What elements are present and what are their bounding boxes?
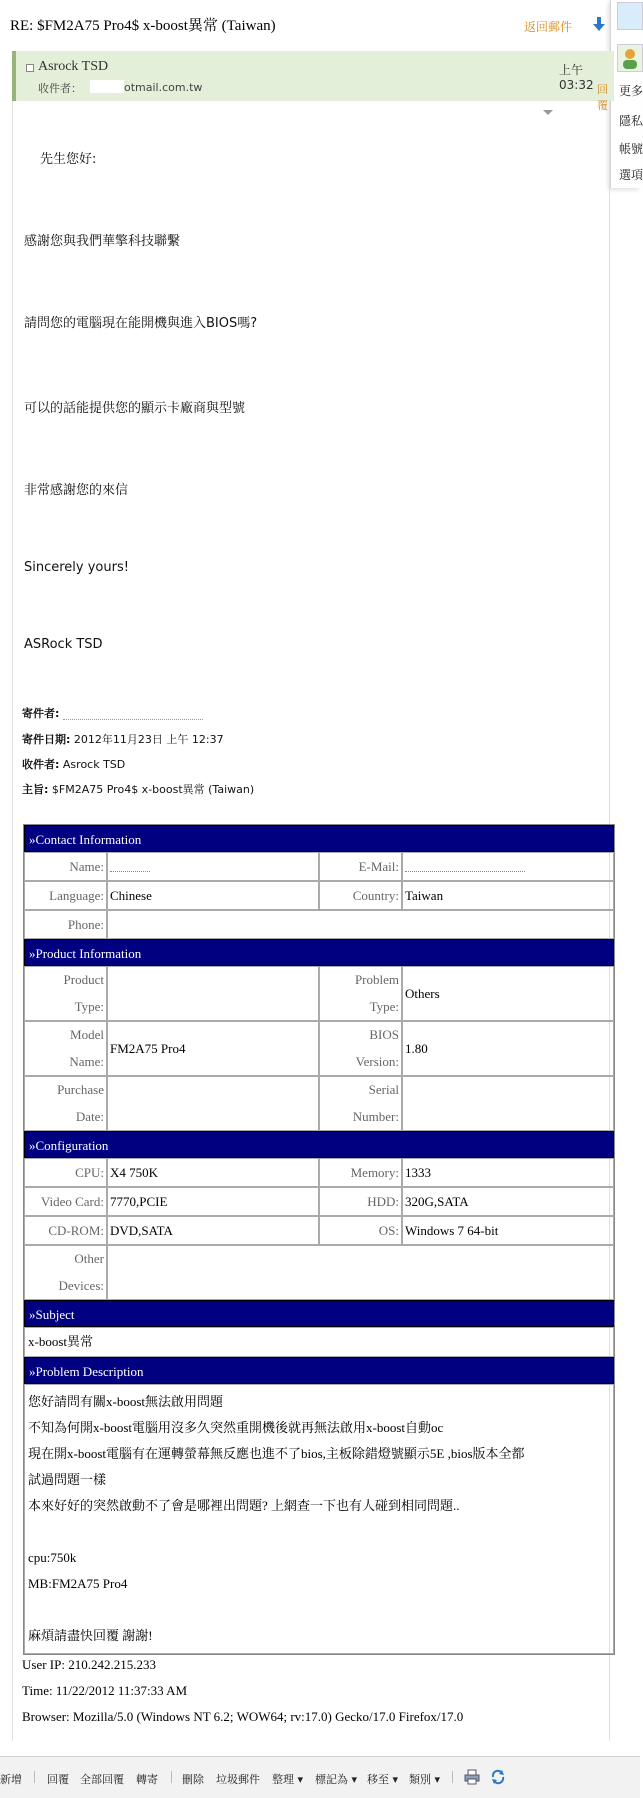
email-value — [402, 852, 614, 881]
purchase-date-value — [107, 1076, 319, 1131]
redacted-block — [405, 861, 525, 872]
message-header — [0, 0, 610, 50]
cdrom-value: DVD,SATA — [107, 1216, 319, 1245]
model-value: FM2A75 Pro4 — [107, 1021, 319, 1076]
label-line: Serial — [368, 1082, 399, 1097]
problem-thanks: 麻煩請盡快回覆 謝謝! — [28, 1628, 153, 1643]
spacer — [28, 1519, 610, 1545]
submit-time: Time: 11/22/2012 11:37:33 AM — [22, 1683, 188, 1698]
problem-section-header: »Problem Description — [24, 1357, 614, 1384]
name-value — [107, 852, 319, 881]
organize-label: 整理 — [272, 1773, 294, 1786]
divider — [34, 1771, 35, 1783]
subject-section-header: »Subject — [24, 1300, 614, 1327]
purchase-date-label — [24, 1076, 107, 1131]
redacted-block — [63, 709, 203, 720]
unread-dot-icon — [26, 64, 34, 72]
chevron-down-icon: ▾ — [297, 1773, 304, 1786]
quoted-to — [22, 756, 125, 772]
serial-value — [402, 1076, 614, 1131]
redacted-block — [90, 80, 124, 93]
category-button[interactable] — [409, 1771, 440, 1787]
language-label: Language: — [24, 881, 107, 910]
move-label: 移至 — [367, 1773, 389, 1786]
email-label: E-Mail: — [319, 852, 402, 881]
body-line: 感謝您與我們華擎科技聯繫 — [24, 234, 181, 249]
side-panel — [610, 0, 641, 188]
label-line: Version: — [355, 1054, 399, 1069]
to-value: Asrock TSD — [62, 758, 126, 771]
organize-button[interactable] — [272, 1771, 303, 1787]
quoted-subject — [22, 781, 254, 797]
chevron-down-icon: ▾ — [351, 1773, 358, 1786]
chevron-down-icon: ▾ — [392, 1773, 399, 1786]
back-to-messages-link[interactable]: 返回郵件 — [524, 20, 573, 34]
serial-label — [319, 1076, 402, 1131]
label-line: Name: — [69, 1054, 104, 1069]
sender-card — [12, 51, 614, 112]
closing: Sincerely yours! — [24, 560, 129, 575]
greeting: 先生您好: — [40, 152, 97, 167]
label-line: Number: — [352, 1109, 399, 1124]
signature: ASRock TSD — [24, 637, 103, 652]
problem-line: 本來好好的突然啟動不了會是哪裡出問題? 上網查一下也有人碰到相同問題.. — [28, 1498, 460, 1513]
to-label: 收件者: — [22, 758, 60, 771]
redacted-block — [110, 861, 150, 872]
os-label: OS: — [319, 1216, 402, 1245]
avatar[interactable] — [617, 2, 643, 30]
problem-type-label — [319, 966, 402, 1021]
video-card-label: Video Card: — [24, 1187, 107, 1216]
sender-name[interactable]: Asrock TSD — [38, 59, 109, 74]
problem-mb: MB:FM2A75 Pro4 — [28, 1576, 128, 1591]
divider — [171, 1771, 172, 1783]
side-item-account[interactable]: 帳號 — [619, 142, 643, 156]
other-devices-label — [24, 1245, 107, 1300]
quoted-date — [22, 731, 224, 747]
quoted-from — [22, 705, 203, 721]
arrow-down-icon[interactable] — [592, 16, 606, 32]
os-value: Windows 7 64-bit — [402, 1216, 614, 1245]
country-label: Country: — [319, 881, 402, 910]
flag-label: 標記為 — [315, 1773, 348, 1786]
support-form — [23, 824, 615, 1655]
body-line: 請問您的電腦現在能開機與進入BIOS嗎? — [24, 316, 258, 331]
subject-label: 主旨: — [22, 783, 49, 796]
forward-button[interactable]: 轉寄 — [136, 1773, 158, 1786]
reply-all-button[interactable]: 全部回覆 — [80, 1773, 124, 1786]
product-type-value — [107, 966, 319, 1021]
body-line: 非常感謝您的來信 — [24, 483, 129, 498]
divider — [12, 101, 13, 1741]
config-section-header: »Configuration — [24, 1131, 614, 1158]
label-line: Date: — [75, 1109, 104, 1124]
subject-value: x-boost異常 — [24, 1327, 614, 1357]
video-card-value: 7770,PCIE — [107, 1187, 319, 1216]
problem-cpu: cpu:750k — [28, 1550, 77, 1565]
bottom-toolbar — [0, 1756, 640, 1798]
delete-button[interactable]: 刪除 — [182, 1773, 204, 1786]
problem-line: 您好請問有關x-boost無法啟用問題 — [28, 1394, 224, 1409]
side-item-privacy[interactable]: 隱私 — [619, 114, 643, 128]
label-line: BIOS — [369, 1027, 399, 1042]
product-type-label — [24, 966, 107, 1021]
phone-value — [107, 910, 614, 939]
recipient-label: 收件者： — [38, 82, 82, 95]
memory-value: 1333 — [402, 1158, 614, 1187]
model-label — [24, 1021, 107, 1076]
spacer — [28, 1597, 610, 1623]
side-item-more[interactable]: 更多 — [619, 84, 643, 98]
recipient-email: otmail.com.tw — [124, 81, 203, 94]
sent-time: 上午 03:32 — [559, 63, 594, 92]
label-line: Devices: — [58, 1278, 104, 1293]
problem-line: 不知為何開x-boost電腦用沒多久突然重開機後就再無法啟用x-boost自動oc — [28, 1420, 444, 1435]
message-subject: RE: $FM2A75 Pro4$ x-boost異常 (Taiwan) — [10, 18, 276, 34]
label-line: Purchase — [57, 1082, 104, 1097]
cdrom-label: CD-ROM: — [24, 1216, 107, 1245]
new-button[interactable]: 新增 — [0, 1773, 22, 1786]
browser-info: Browser: Mozilla/5.0 (Windows NT 6.2; WOW64; rv:17.0) Gecko/17.0 Firefox/17.0 — [22, 1709, 464, 1724]
contact-section-header: »Contact Information — [24, 825, 614, 852]
date-label: 寄件日期: — [22, 733, 71, 746]
body-line: 可以的話能提供您的顯示卡廠商與型號 — [24, 401, 246, 416]
other-devices-value — [107, 1245, 614, 1300]
hdd-label: HDD: — [319, 1187, 402, 1216]
side-item-options[interactable]: 選項 — [619, 168, 643, 182]
label-line: Problem — [354, 972, 399, 987]
refresh-icon[interactable] — [490, 1769, 506, 1785]
flag-button[interactable] — [315, 1771, 357, 1787]
cpu-value: X4 750K — [107, 1158, 319, 1187]
phone-label: Phone: — [24, 910, 107, 939]
subject-value: $FM2A75 Pro4$ x-boost異常 (Taiwan) — [51, 783, 255, 796]
avatar-contact[interactable] — [617, 44, 643, 72]
move-button[interactable] — [367, 1771, 398, 1787]
chevron-down-icon: ▾ — [434, 1773, 441, 1786]
collapse-icon[interactable] — [543, 110, 553, 115]
hdd-value: 320G,SATA — [402, 1187, 614, 1216]
problem-description — [24, 1384, 614, 1654]
category-label: 類別 — [409, 1773, 431, 1786]
country-value: Taiwan — [402, 881, 614, 910]
problem-type-value: Others — [402, 966, 614, 1021]
bios-label — [319, 1021, 402, 1076]
label-line: Product — [63, 972, 104, 987]
bios-value: 1.80 — [402, 1021, 614, 1076]
label-line: Type: — [369, 999, 399, 1014]
cpu-label: CPU: — [24, 1158, 107, 1187]
date-value: 2012年11月23日 上午 12:37 — [73, 733, 224, 746]
reply-button[interactable]: 回覆 — [47, 1773, 69, 1786]
user-ip: User IP: 210.242.215.233 — [22, 1657, 156, 1672]
junk-button[interactable]: 垃圾郵件 — [216, 1773, 260, 1786]
label-line: Other — [74, 1251, 104, 1266]
memory-label: Memory: — [319, 1158, 402, 1187]
problem-line: 試過問題一樣 — [28, 1472, 107, 1487]
language-value: Chinese — [107, 881, 319, 910]
reply-link[interactable]: 回覆 — [597, 83, 608, 112]
label-line: Model — [70, 1027, 104, 1042]
name-label: Name: — [24, 852, 107, 881]
from-label: 寄件者: — [22, 707, 60, 720]
problem-line: 現在開x-boost電腦有在運轉螢幕無反應也進不了bios,主板除錯燈號顯示5E ,bios版本全都 — [28, 1446, 525, 1461]
print-icon[interactable] — [464, 1769, 480, 1785]
label-line: Type: — [74, 999, 104, 1014]
product-section-header: »Product Information — [24, 939, 614, 966]
divider — [452, 1771, 453, 1783]
person-icon — [618, 45, 642, 71]
